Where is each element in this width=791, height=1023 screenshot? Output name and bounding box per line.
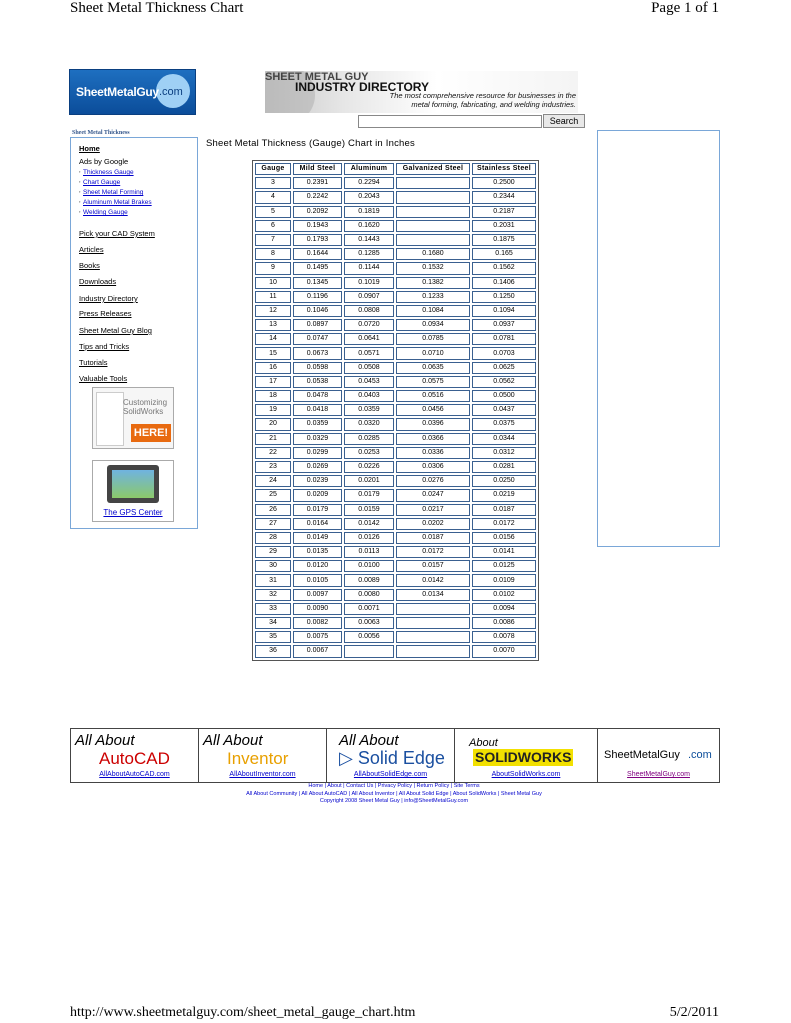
cell-aluminum: 0.0907 (344, 291, 394, 303)
cell-galvanized-steel: 0.0710 (396, 347, 470, 359)
cell-stainless-steel: 0.0781 (472, 333, 536, 345)
footer-ad-solidworks[interactable] (455, 729, 598, 782)
footer-ad-solidworks-caption: AboutSolidWorks.com (491, 771, 561, 778)
cell-stainless-steel: 0.1406 (472, 277, 536, 289)
cell-gauge: 32 (255, 589, 291, 601)
table-row (255, 617, 536, 629)
cell-mild-steel: 0.0239 (293, 475, 342, 487)
cell-mild-steel: 0.0673 (293, 347, 342, 359)
cell-mild-steel: 0.0067 (293, 645, 342, 657)
column-header-gauge: Gauge (255, 163, 291, 175)
cell-gauge: 22 (255, 447, 291, 459)
cell-stainless-steel: 0.0102 (472, 589, 536, 601)
cell-mild-steel: 0.1196 (293, 291, 342, 303)
banner-line2: INDUSTRY DIRECTORY (295, 80, 430, 94)
cell-mild-steel: 0.2391 (293, 177, 342, 189)
cell-aluminum: 0.0126 (344, 532, 394, 544)
footer-ad-solid-edge[interactable] (327, 729, 455, 782)
cell-galvanized-steel: 0.0934 (396, 319, 470, 331)
sidebar-item-downloads[interactable]: Downloads (79, 277, 117, 286)
sidebar-item-books[interactable]: Books (79, 261, 100, 270)
cell-galvanized-steel: 0.0575 (396, 376, 470, 388)
cell-gauge: 31 (255, 574, 291, 586)
cell-galvanized-steel (396, 603, 470, 615)
cell-aluminum: 0.0159 (344, 504, 394, 516)
column-header-mild-steel: Mild Steel (293, 163, 342, 175)
cell-aluminum: 0.1285 (344, 248, 394, 260)
footer-ad-solidworks-top: About (469, 737, 498, 749)
print-footer-date: 5/2/2011 (669, 1005, 719, 1020)
footer-ad-inventor-top: All About (203, 732, 263, 749)
column-header-galvanized-steel: Galvanized Steel (396, 163, 470, 175)
cell-stainless-steel: 0.2344 (472, 191, 536, 203)
cell-galvanized-steel (396, 645, 470, 657)
cell-stainless-steel: 0.0625 (472, 362, 536, 374)
footer-ad-solid-edge-caption: AllAboutSolidEdge.com (353, 771, 428, 778)
cell-stainless-steel: 0.0219 (472, 489, 536, 501)
cell-gauge: 26 (255, 504, 291, 516)
cell-galvanized-steel: 0.1680 (396, 248, 470, 260)
ad-bullet: , (79, 168, 81, 174)
cell-gauge: 25 (255, 489, 291, 501)
table-row (255, 220, 536, 232)
footer-links-primary[interactable]: Home | About | Contact Us | Privacy Policy | Return Policy | Site Terms (308, 783, 480, 789)
cell-aluminum: 0.0226 (344, 461, 394, 473)
column-header-stainless-steel: Stainless Steel (472, 163, 536, 175)
table-row (255, 305, 536, 317)
footer-ad-solidworks-main: SOLIDWORKS (475, 749, 572, 765)
gauge-table-body (255, 177, 536, 657)
cell-mild-steel: 0.0209 (293, 489, 342, 501)
cell-aluminum: 0.0100 (344, 560, 394, 572)
cell-stainless-steel: 0.1250 (472, 291, 536, 303)
cell-galvanized-steel: 0.0187 (396, 532, 470, 544)
cell-mild-steel: 0.0075 (293, 631, 342, 643)
cell-gauge: 18 (255, 390, 291, 402)
search-button[interactable]: Search (543, 114, 585, 128)
table-row (255, 475, 536, 487)
cell-aluminum: 0.0571 (344, 347, 394, 359)
cell-galvanized-steel (396, 191, 470, 203)
cell-gauge: 20 (255, 418, 291, 430)
footer-ad-inventor[interactable] (199, 729, 327, 782)
cell-mild-steel: 0.0090 (293, 603, 342, 615)
footer-ad-sheetmetalguy-caption: SheetMetalGuy.com (627, 771, 690, 778)
banner-line1: SHEET METAL GUY (265, 71, 369, 83)
table-row (255, 248, 536, 260)
cell-mild-steel: 0.0120 (293, 560, 342, 572)
print-header-title: Sheet Metal Thickness Chart (70, 0, 244, 16)
cell-stainless-steel: 0.1875 (472, 234, 536, 246)
cell-galvanized-steel: 0.0785 (396, 333, 470, 345)
cell-gauge: 17 (255, 376, 291, 388)
cell-gauge: 33 (255, 603, 291, 615)
ad-bullet: , (79, 198, 81, 204)
footer-ad-autocad-caption: AllAboutAutoCAD.com (99, 771, 170, 778)
table-row (255, 177, 536, 189)
footer-ad-autocad-main: AutoCAD (99, 749, 170, 768)
cell-galvanized-steel: 0.0336 (396, 447, 470, 459)
cell-galvanized-steel: 0.0306 (396, 461, 470, 473)
cell-stainless-steel: 0.0375 (472, 418, 536, 430)
cell-aluminum (344, 645, 394, 657)
table-row (255, 433, 536, 445)
sidebar-item-industry-directory[interactable]: Industry Directory (79, 294, 138, 303)
cell-aluminum: 0.1620 (344, 220, 394, 232)
cell-stainless-steel: 0.0437 (472, 404, 536, 416)
right-ad-box (597, 130, 720, 547)
ad-link-sheet-metal-forming[interactable]: Sheet Metal Forming (83, 189, 144, 196)
table-row (255, 546, 536, 558)
book-cover-image (96, 392, 124, 446)
cell-gauge: 24 (255, 475, 291, 487)
ads-title: Ads by Google (79, 157, 129, 166)
ad-bullet: , (79, 178, 81, 184)
cell-mild-steel: 0.1644 (293, 248, 342, 260)
cell-galvanized-steel (396, 206, 470, 218)
cell-mild-steel: 0.0478 (293, 390, 342, 402)
footer-ad-sheetmetalguy-top: SheetMetalGuy (604, 749, 680, 761)
table-row (255, 234, 536, 246)
footer-links-community[interactable]: All About Community | All About AutoCAD | All About Inventor | All About Solid Edge | About SolidWorks | Sheet Metal Guy (246, 791, 542, 797)
cell-stainless-steel: 0.1562 (472, 262, 536, 274)
cell-galvanized-steel: 0.0366 (396, 433, 470, 445)
sidebar-item-pick-cad[interactable]: Pick your CAD System (79, 229, 155, 238)
cell-mild-steel: 0.0135 (293, 546, 342, 558)
cell-stainless-steel: 0.0250 (472, 475, 536, 487)
logo-suffix: .com (159, 86, 183, 98)
cell-gauge: 36 (255, 645, 291, 657)
cell-mild-steel: 0.0538 (293, 376, 342, 388)
cell-galvanized-steel: 0.0396 (396, 418, 470, 430)
sidebar-item-blog[interactable]: Sheet Metal Guy Blog (79, 326, 152, 335)
cell-aluminum: 0.1144 (344, 262, 394, 274)
cell-stainless-steel: 0.0312 (472, 447, 536, 459)
sidebar-item-home[interactable]: Home (79, 144, 100, 153)
search-input[interactable] (358, 115, 542, 128)
ad-link-aluminum-metal-brakes[interactable]: Aluminum Metal Brakes (83, 199, 152, 206)
cell-stainless-steel: 0.2187 (472, 206, 536, 218)
cell-mild-steel: 0.1345 (293, 277, 342, 289)
sidebar-item-articles[interactable]: Articles (79, 245, 104, 254)
cell-aluminum: 0.0142 (344, 518, 394, 530)
ad-bullet: , (79, 188, 81, 194)
footer-ad-solid-edge-top: All About (339, 732, 399, 749)
cell-stainless-steel: 0.0070 (472, 645, 536, 657)
table-row (255, 206, 536, 218)
cell-stainless-steel: 0.0156 (472, 532, 536, 544)
cell-mild-steel: 0.0082 (293, 617, 342, 629)
cell-aluminum: 0.0359 (344, 404, 394, 416)
cell-galvanized-steel: 0.0157 (396, 560, 470, 572)
table-row (255, 191, 536, 203)
cell-stainless-steel: 0.0125 (472, 560, 536, 572)
cell-galvanized-steel: 0.1532 (396, 262, 470, 274)
page-title: Sheet Metal Thickness (Gauge) Chart in Inches (206, 138, 415, 149)
cell-stainless-steel: 0.0109 (472, 574, 536, 586)
cell-stainless-steel: 0.1094 (472, 305, 536, 317)
sidebar-item-tutorials[interactable]: Tutorials (79, 358, 108, 367)
cell-stainless-steel: 0.165 (472, 248, 536, 260)
table-row (255, 376, 536, 388)
cell-stainless-steel: 0.0703 (472, 347, 536, 359)
table-row (255, 347, 536, 359)
book-ad-cta: HERE! (131, 424, 171, 442)
print-header-page: Page 1 of 1 (651, 0, 719, 16)
table-row (255, 447, 536, 459)
cell-galvanized-steel: 0.1233 (396, 291, 470, 303)
cell-gauge: 9 (255, 262, 291, 274)
footer-ad-solid-edge-main: ▷ Solid Edge (339, 748, 445, 768)
cell-stainless-steel: 0.0187 (472, 504, 536, 516)
book-ad[interactable] (92, 387, 174, 449)
table-row (255, 560, 536, 572)
cell-aluminum: 0.2043 (344, 191, 394, 203)
cell-mild-steel: 0.0598 (293, 362, 342, 374)
cell-mild-steel: 0.0359 (293, 418, 342, 430)
table-row (255, 333, 536, 345)
sidebar-item-press-releases[interactable]: Press Releases (79, 309, 132, 318)
cell-stainless-steel: 0.0500 (472, 390, 536, 402)
cell-aluminum: 0.0063 (344, 617, 394, 629)
cell-aluminum: 0.0071 (344, 603, 394, 615)
cell-aluminum: 0.0285 (344, 433, 394, 445)
cell-aluminum: 0.0253 (344, 447, 394, 459)
cell-galvanized-steel: 0.0276 (396, 475, 470, 487)
book-ad-line1: Customizing (123, 398, 168, 407)
gauge-table (252, 160, 539, 661)
table-row (255, 645, 536, 657)
cell-gauge: 23 (255, 461, 291, 473)
cell-mild-steel: 0.1943 (293, 220, 342, 232)
cell-mild-steel: 0.0097 (293, 589, 342, 601)
cell-galvanized-steel: 0.0134 (396, 589, 470, 601)
table-row (255, 631, 536, 643)
ad-link-welding-gauge[interactable]: Welding Gauge (83, 209, 128, 216)
cell-gauge: 35 (255, 631, 291, 643)
cell-gauge: 16 (255, 362, 291, 374)
cell-galvanized-steel: 0.1084 (396, 305, 470, 317)
cell-aluminum: 0.0113 (344, 546, 394, 558)
cell-galvanized-steel: 0.0456 (396, 404, 470, 416)
cell-gauge: 13 (255, 319, 291, 331)
cell-mild-steel: 0.0179 (293, 504, 342, 516)
cell-stainless-steel: 0.0141 (472, 546, 536, 558)
cell-gauge: 3 (255, 177, 291, 189)
cell-aluminum: 0.0320 (344, 418, 394, 430)
banner-tagline (390, 91, 576, 109)
table-row (255, 574, 536, 586)
site-logo[interactable] (69, 69, 196, 115)
cell-gauge: 10 (255, 277, 291, 289)
cell-mild-steel: 0.1793 (293, 234, 342, 246)
cell-gauge: 21 (255, 433, 291, 445)
cell-gauge: 11 (255, 291, 291, 303)
cell-mild-steel: 0.2092 (293, 206, 342, 218)
table-row (255, 532, 536, 544)
table-row (255, 589, 536, 601)
cell-mild-steel: 0.1495 (293, 262, 342, 274)
cell-mild-steel: 0.0269 (293, 461, 342, 473)
cell-galvanized-steel: 0.0635 (396, 362, 470, 374)
cell-mild-steel: 0.0329 (293, 433, 342, 445)
cell-aluminum: 0.1443 (344, 234, 394, 246)
logo-name: SheetMetalGuy (76, 85, 159, 99)
banner-tagline-1: The most comprehensive resource for businesses in the (389, 91, 576, 100)
cell-gauge: 27 (255, 518, 291, 530)
ad-link-thickness-gauge[interactable]: Thickness Gauge (83, 169, 134, 176)
cell-gauge: 28 (255, 532, 291, 544)
print-footer-url: http://www.sheetmetalguy.com/sheet_metal_gauge_chart.htm (70, 1005, 416, 1020)
cell-stainless-steel: 0.0086 (472, 617, 536, 629)
cell-aluminum: 0.0808 (344, 305, 394, 317)
table-row (255, 489, 536, 501)
cell-stainless-steel: 0.0344 (472, 433, 536, 445)
cell-aluminum: 0.2294 (344, 177, 394, 189)
cell-aluminum: 0.0453 (344, 376, 394, 388)
book-ad-line2: SolidWorks (123, 407, 164, 416)
cell-stainless-steel: 0.0937 (472, 319, 536, 331)
cell-gauge: 30 (255, 560, 291, 572)
table-row (255, 404, 536, 416)
sidebar-title: Sheet Metal Thickness (72, 130, 130, 136)
cell-mild-steel: 0.0149 (293, 532, 342, 544)
footer-ad-sheetmetalguy-main: .com (688, 749, 712, 761)
cell-gauge: 8 (255, 248, 291, 260)
cell-galvanized-steel: 0.0202 (396, 518, 470, 530)
footer-copyright[interactable]: Copyright 2008 Sheet Metal Guy | info@SheetMetalGuy.com (319, 798, 469, 804)
table-row (255, 277, 536, 289)
footer-banner (70, 728, 720, 783)
cell-aluminum: 0.0201 (344, 475, 394, 487)
cell-galvanized-steel: 0.0247 (396, 489, 470, 501)
banner-tagline-2: metal forming, fabricating, and welding industries. (411, 100, 576, 109)
cell-aluminum: 0.0508 (344, 362, 394, 374)
cell-stainless-steel: 0.2500 (472, 177, 536, 189)
cell-galvanized-steel (396, 220, 470, 232)
table-row (255, 291, 536, 303)
cell-mild-steel: 0.1046 (293, 305, 342, 317)
cell-galvanized-steel (396, 177, 470, 189)
table-row (255, 262, 536, 274)
cell-galvanized-steel: 0.1382 (396, 277, 470, 289)
table-row (255, 461, 536, 473)
table-row (255, 319, 536, 331)
footer-ad-autocad-top: All About (75, 732, 135, 749)
cell-galvanized-steel: 0.0217 (396, 504, 470, 516)
cell-gauge: 34 (255, 617, 291, 629)
gps-ad[interactable] (92, 460, 174, 522)
cell-mild-steel: 0.2242 (293, 191, 342, 203)
ad-link-chart-gauge[interactable]: Chart Gauge (83, 179, 121, 186)
cell-gauge: 7 (255, 234, 291, 246)
sidebar-item-tips[interactable]: Tips and Tricks (79, 342, 130, 351)
cell-galvanized-steel: 0.0172 (396, 546, 470, 558)
cell-mild-steel: 0.0418 (293, 404, 342, 416)
cell-gauge: 19 (255, 404, 291, 416)
cell-stainless-steel: 0.0172 (472, 518, 536, 530)
cell-stainless-steel: 0.0562 (472, 376, 536, 388)
cell-gauge: 14 (255, 333, 291, 345)
cell-galvanized-steel: 0.0142 (396, 574, 470, 586)
cell-gauge: 15 (255, 347, 291, 359)
table-header-row (255, 163, 536, 175)
cell-aluminum: 0.1819 (344, 206, 394, 218)
cell-mild-steel: 0.0164 (293, 518, 342, 530)
book-ad-title (123, 398, 167, 416)
cell-galvanized-steel: 0.0516 (396, 390, 470, 402)
footer-ad-inventor-caption: AllAboutInventor.com (229, 771, 296, 778)
ad-bullet: , (79, 208, 81, 214)
sidebar-item-valuable-tools[interactable]: Valuable Tools (79, 374, 128, 383)
table-row (255, 362, 536, 374)
gps-ad-label: The GPS Center (103, 508, 163, 517)
cell-aluminum: 0.0080 (344, 589, 394, 601)
footer-ad-inventor-main: Inventor (227, 749, 289, 768)
cell-aluminum: 0.0641 (344, 333, 394, 345)
table-row (255, 390, 536, 402)
cell-aluminum: 0.1019 (344, 277, 394, 289)
cell-gauge: 6 (255, 220, 291, 232)
cell-galvanized-steel (396, 631, 470, 643)
cell-aluminum: 0.0056 (344, 631, 394, 643)
table-row (255, 418, 536, 430)
cell-aluminum: 0.0089 (344, 574, 394, 586)
footer-ad-autocad[interactable] (71, 729, 199, 782)
cell-gauge: 4 (255, 191, 291, 203)
cell-mild-steel: 0.0105 (293, 574, 342, 586)
cell-aluminum: 0.0179 (344, 489, 394, 501)
footer-ad-sheetmetalguy[interactable] (598, 729, 719, 782)
cell-stainless-steel: 0.0281 (472, 461, 536, 473)
table-row (255, 504, 536, 516)
cell-aluminum: 0.0403 (344, 390, 394, 402)
cell-gauge: 5 (255, 206, 291, 218)
cell-mild-steel: 0.0747 (293, 333, 342, 345)
cell-galvanized-steel (396, 617, 470, 629)
cell-galvanized-steel (396, 234, 470, 246)
industry-directory-banner[interactable] (265, 71, 578, 113)
cell-stainless-steel: 0.0078 (472, 631, 536, 643)
cell-mild-steel: 0.0897 (293, 319, 342, 331)
table-row (255, 603, 536, 615)
table-row (255, 518, 536, 530)
gps-screen-image (112, 470, 154, 498)
cell-gauge: 29 (255, 546, 291, 558)
column-header-aluminum: Aluminum (344, 163, 394, 175)
cell-stainless-steel: 0.2031 (472, 220, 536, 232)
cell-mild-steel: 0.0299 (293, 447, 342, 459)
cell-gauge: 12 (255, 305, 291, 317)
cell-aluminum: 0.0720 (344, 319, 394, 331)
cell-stainless-steel: 0.0094 (472, 603, 536, 615)
